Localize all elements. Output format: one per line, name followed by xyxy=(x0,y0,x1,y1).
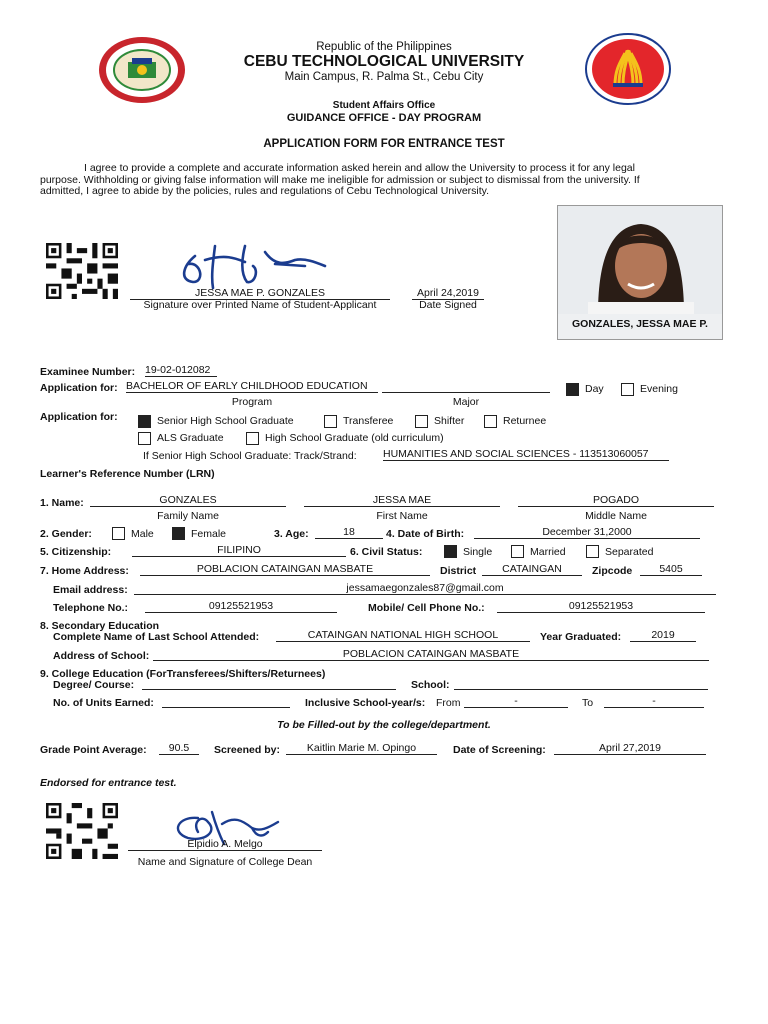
single-checkbox[interactable] xyxy=(444,545,457,558)
asean-logo xyxy=(585,33,671,105)
gpa-value: 90.5 xyxy=(159,742,199,755)
citizenship-label: 5. Citizenship: xyxy=(40,546,112,558)
old-hs-graduate-checkbox[interactable] xyxy=(246,432,259,445)
applicant-photo xyxy=(557,205,723,340)
college-school-label: School: xyxy=(411,679,450,691)
campus-line: Main Campus, R. Palma St., Cebu City xyxy=(284,71,484,83)
dean-signature-line: Elpidio A. Melgo xyxy=(128,838,322,851)
gender-label: 2. Gender: xyxy=(40,528,92,540)
college-school-value xyxy=(454,677,708,690)
evening-label: Evening xyxy=(640,383,678,395)
agreement-line-3: admitted, I agree to abide by the policies, rules and regulations of Cebu Technological University. xyxy=(40,185,490,197)
endorsed-note: Endorsed for entrance test. xyxy=(40,777,177,789)
lrn-label: Learner's Reference Number (LRN) xyxy=(40,468,215,480)
male-label: Male xyxy=(131,528,154,540)
qr-code-icon xyxy=(46,803,118,859)
school-address-value: POBLACION CATAINGAN MASBATE xyxy=(153,648,709,661)
units-earned-value xyxy=(162,695,290,708)
screened-by-value: Kaitlin Marie M. Opingo xyxy=(286,742,437,755)
email-value: jessamaegonzales87@gmail.com xyxy=(134,582,716,595)
program-value: BACHELOR OF EARLY CHILDHOOD EDUCATION xyxy=(126,380,378,393)
dean-caption: Name and Signature of College Dean xyxy=(137,856,313,868)
screening-date-value: April 27,2019 xyxy=(554,742,706,755)
university-name: CEBU TECHNOLOGICAL UNIVERSITY xyxy=(243,53,525,70)
age-value: 18 xyxy=(315,526,383,539)
year-graduated-label: Year Graduated: xyxy=(540,631,622,643)
signature-caption: Signature over Printed Name of Student-Applicant xyxy=(143,299,377,311)
shifter-label: Shifter xyxy=(434,415,465,427)
date-signed-value: April 24,2019 xyxy=(412,287,484,300)
office-use-note: To be Filled-out by the college/department. xyxy=(277,719,491,731)
married-checkbox[interactable] xyxy=(511,545,524,558)
male-checkbox[interactable] xyxy=(112,527,125,540)
agreement-line-1: I agree to provide a complete and accurate information asked herein and allow the University to process it for any legal xyxy=(84,162,635,174)
office-line: Student Affairs Office xyxy=(332,100,436,111)
shifter-checkbox[interactable] xyxy=(415,415,428,428)
qr-code-icon xyxy=(46,243,118,299)
date-signed-caption: Date Signed xyxy=(419,299,477,311)
returnee-label: Returnee xyxy=(503,415,547,427)
track-strand-value: HUMANITIES AND SOCIAL SCIENCES - 113513060057 xyxy=(383,448,669,461)
examinee-number-value: 19-02-012082 xyxy=(145,364,217,377)
applicant-signature-line: JESSA MAE P. GONZALES xyxy=(130,287,390,300)
application-for-label: Application for: xyxy=(40,382,118,394)
agreement-line-2: purpose. Withholding or giving false information will make me ineligible for admission or subject to dismissal from the university. If xyxy=(40,174,640,186)
zipcode-label: Zipcode xyxy=(592,565,633,577)
name-label: 1. Name: xyxy=(40,497,84,509)
program-office-line: GUIDANCE OFFICE - DAY PROGRAM xyxy=(286,112,482,124)
home-address-value: POBLACION CATAINGAN MASBATE xyxy=(140,563,430,576)
family-name-caption: Family Name xyxy=(157,510,219,522)
married-label: Married xyxy=(530,546,566,558)
application-type-label: Application for: xyxy=(40,411,118,423)
examinee-number-label: Examinee Number: xyxy=(40,366,136,378)
degree-course-value xyxy=(142,677,396,690)
old-hs-graduate-label: High School Graduate (old curriculum) xyxy=(265,432,444,444)
form-title: APPLICATION FORM FOR ENTRANCE TEST xyxy=(263,138,505,150)
inclusive-sy-label: Inclusive School-year/s: xyxy=(305,697,426,709)
units-earned-label: No. of Units Earned: xyxy=(53,697,154,709)
day-label: Day xyxy=(585,383,604,395)
email-label: Email address: xyxy=(53,584,128,596)
degree-course-label: Degree/ Course: xyxy=(53,679,135,691)
track-strand-label: If Senior High School Graduate: Track/Strand: xyxy=(143,450,357,462)
shs-graduate-label: Senior High School Graduate xyxy=(157,415,294,427)
als-graduate-checkbox[interactable] xyxy=(138,432,151,445)
day-checkbox[interactable] xyxy=(566,383,579,396)
age-label: 3. Age: xyxy=(274,528,309,540)
separated-label: Separated xyxy=(605,546,654,558)
major-caption: Major xyxy=(452,396,480,408)
family-name-value: GONZALES xyxy=(90,494,286,507)
screening-date-label: Date of Screening: xyxy=(453,744,546,756)
major-value xyxy=(382,380,550,393)
female-label: Female xyxy=(191,528,227,540)
citizenship-value: FILIPINO xyxy=(132,544,346,557)
mobile-value: 09125521953 xyxy=(497,600,705,613)
telephone-label: Telephone No.: xyxy=(53,602,129,614)
from-label: From xyxy=(436,697,461,709)
shs-graduate-checkbox[interactable] xyxy=(138,415,151,428)
middle-name-value: POGADO xyxy=(518,494,714,507)
civil-status-label: 6. Civil Status: xyxy=(350,546,423,558)
last-school-label: Complete Name of Last School Attended: xyxy=(53,631,260,643)
returnee-checkbox[interactable] xyxy=(484,415,497,428)
female-checkbox[interactable] xyxy=(172,527,185,540)
dob-label: 4. Date of Birth: xyxy=(386,528,465,540)
year-graduated-value: 2019 xyxy=(630,629,696,642)
to-value: - xyxy=(604,695,704,708)
program-caption: Program xyxy=(231,396,273,408)
dob-value: December 31,2000 xyxy=(474,526,700,539)
gpa-label: Grade Point Average: xyxy=(40,744,147,756)
district-label: District xyxy=(440,565,477,577)
photo-caption: GONZALES, JESSA MAE P. xyxy=(572,318,708,330)
transferee-checkbox[interactable] xyxy=(324,415,337,428)
transferee-label: Transferee xyxy=(343,415,394,427)
middle-name-caption: Middle Name xyxy=(585,510,647,522)
district-value: CATAINGAN xyxy=(482,563,582,576)
single-label: Single xyxy=(463,546,493,558)
als-graduate-label: ALS Graduate xyxy=(157,432,224,444)
home-address-label: 7. Home Address: xyxy=(40,565,129,577)
telephone-value: 09125521953 xyxy=(145,600,337,613)
school-address-label: Address of School: xyxy=(53,650,150,662)
mobile-label: Mobile/ Cell Phone No.: xyxy=(368,602,485,614)
republic-line: Republic of the Philippines xyxy=(316,41,452,53)
secondary-education-label: 8. Secondary Education xyxy=(40,620,160,632)
separated-checkbox[interactable] xyxy=(586,545,599,558)
screened-by-label: Screened by: xyxy=(214,744,280,756)
to-label: To xyxy=(582,697,594,709)
from-value: - xyxy=(464,695,568,708)
evening-checkbox[interactable] xyxy=(621,383,634,396)
first-name-value: JESSA MAE xyxy=(304,494,500,507)
last-school-value: CATAINGAN NATIONAL HIGH SCHOOL xyxy=(276,629,530,642)
first-name-caption: First Name xyxy=(376,510,428,522)
college-education-label: 9. College Education (ForTransferees/Shifters/Returnees) xyxy=(40,668,326,680)
zipcode-value: 5405 xyxy=(640,563,702,576)
